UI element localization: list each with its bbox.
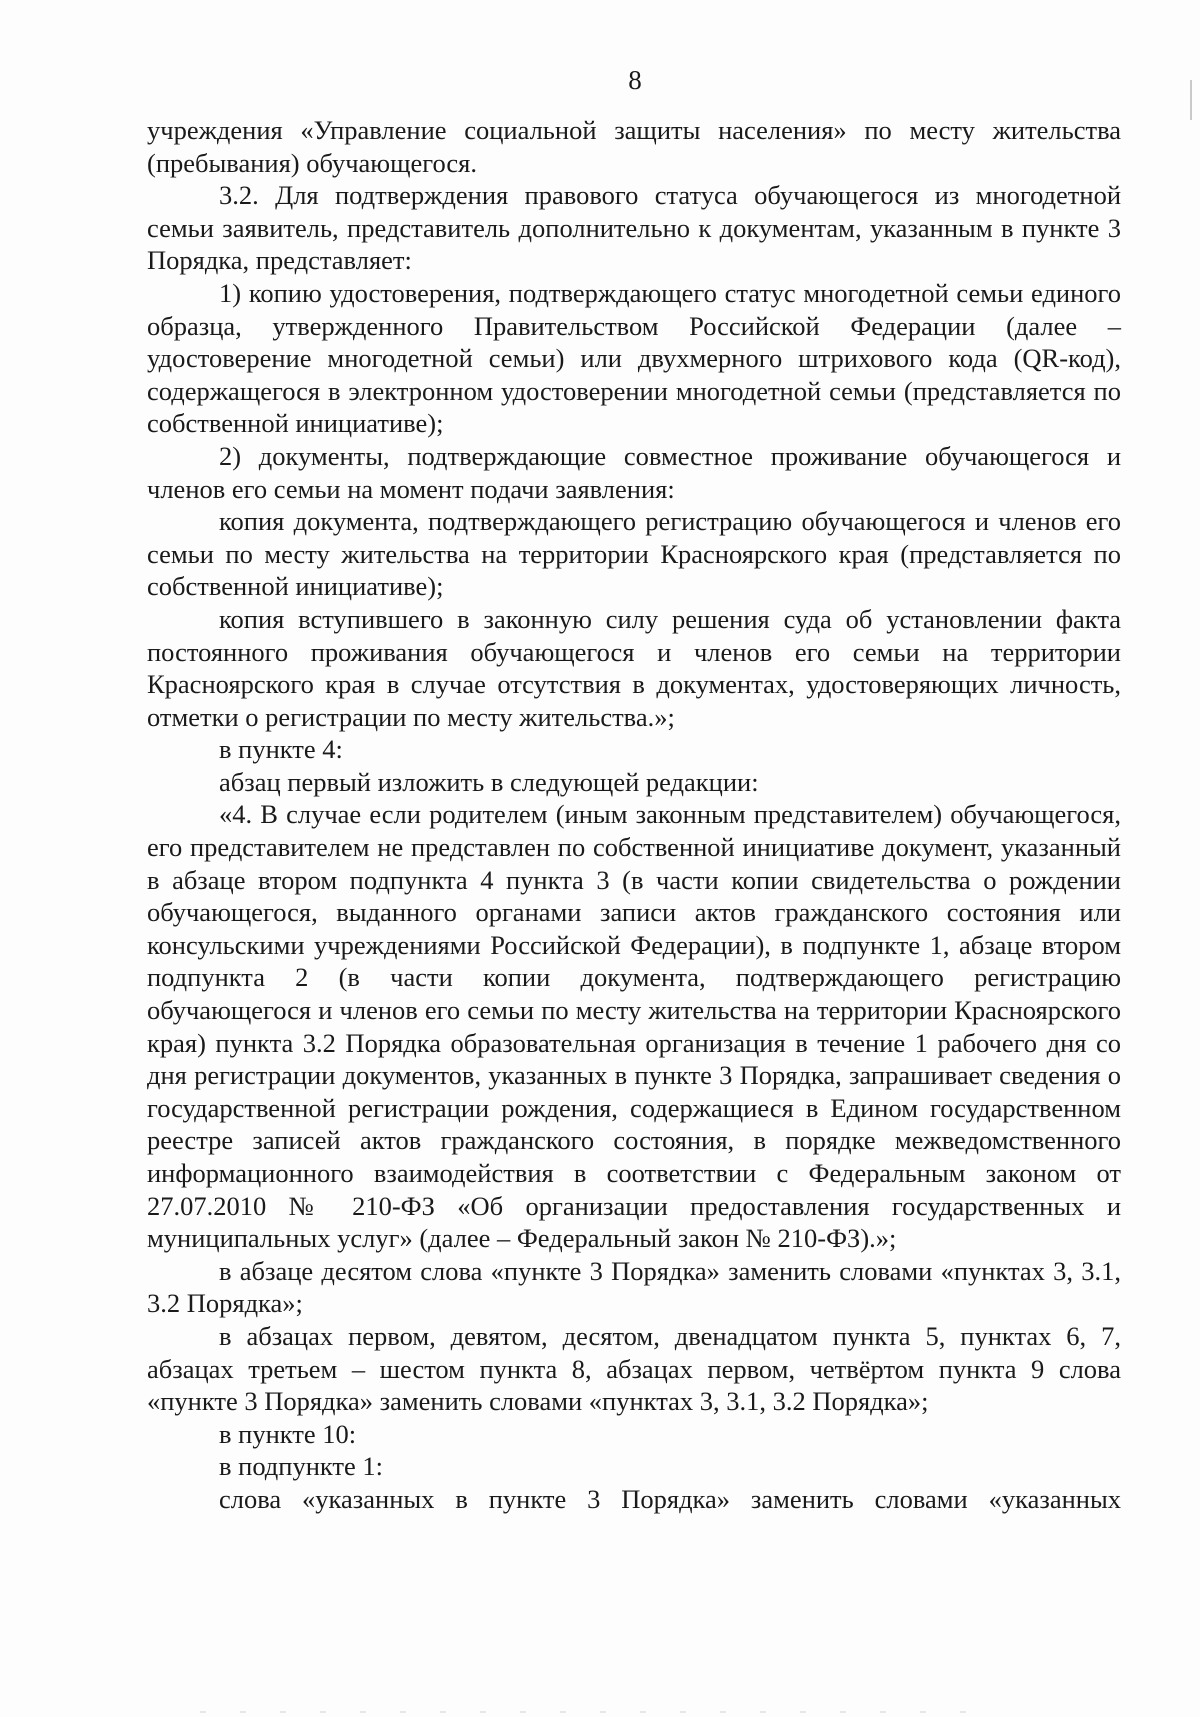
paragraph-7: в пункте 4: (219, 734, 343, 765)
paragraph-14: слова «указанных в пункте 3 Порядка» заменить словами «указанных (219, 1483, 1121, 1514)
paragraph-12: в пункте 10: (219, 1418, 357, 1449)
paragraph-13: в подпункте 1: (219, 1451, 384, 1482)
paragraph-6: копия вступившего в законную силу решения суда об установлении факта постоянного проживания обучающегося и членов его семьи на территории Красноярского края в случае отсутствия в документах, удостоверяющих личность, отметки о регистрации по месту жительства.»; (147, 603, 1121, 732)
paragraph-3: 1) копию удостоверения, подтверждающего статус многодетной семьи единого образца, утвержденного Правительством Российской Федерации (далее – удостоверение многодетной семьи) или двухмерного штрихового кода (QR-код), содержащегося в электронном удостоверении многодетной семьи (представляется по собственной инициативе); (147, 277, 1121, 439)
paragraph-11: в абзацах первом, девятом, десятом, двенадцатом пункта 5, пунктах 6, 7, абзацах третьем – шестом пункта 8, абзацах первом, четвёртом пункта 9 слова «пункте 3 Порядка» заменить словами «пунктах 3, 3.1, 3.2 Порядка»; (147, 1320, 1121, 1417)
paragraph-1: учреждения «Управление социальной защиты населения» по месту жительства (пребывания) обучающегося. (147, 115, 1121, 178)
page-number: 8 (628, 65, 642, 95)
paragraph-10: в абзаце десятом слова «пункте 3 Порядка» заменить словами «пунктах 3, 3.1, 3.2 Порядка»; (147, 1255, 1121, 1319)
paragraph-9: «4. В случае если родителем (иным законным представителем) обучающегося, его представителем не представлен по собственной инициативе документ, указанный в абзаце втором подпункта 4 пункта 3 (в части копии свидетельства о рождении обучающегося, выданного органами записи актов гражданского состояния или консульскими учреждениями Российской Федерации), в подпункте 1, абзаце втором подпункта 2 (в части копии документа, подтверждающего регистрацию обучающегося и членов его семьи по месту жительства на территории Красноярского края) пункта 3.2 Порядка образовательная организация в течение 1 рабочего дня со дня регистрации документов, указанных в пункте 3 Порядка, запрашивает сведения о государственной регистрации рождения, содержащиеся в Едином государственном реестре записей актов гражданского состояния, в порядке межведомственного информационного взаимодействия в соответствии с Федеральным законом от 27.07.2010 № 210-ФЗ «Об организации предоставления государственных и муниципальных услуг» (далее – Федеральный закон № 210-ФЗ).»; (147, 799, 1121, 1254)
paragraph-4: 2) документы, подтверждающие совместное проживание обучающегося и членов его семьи на момент подачи заявления: (147, 440, 1121, 504)
document-body (147, 114, 1121, 1516)
scan-bottom-artifacts (200, 1711, 1000, 1713)
paragraph-5: копия документа, подтверждающего регистрацию обучающегося и членов его семьи по месту жительства на территории Красноярского края (представляется по собственной инициативе); (147, 506, 1121, 602)
paragraph-8: абзац первый изложить в следующей редакции: (219, 766, 759, 797)
paragraph-2: 3.2. Для подтверждения правового статуса обучающегося из многодетной семьи заявитель, представитель дополнительно к документам, указанным в пункте 3 Порядка, представляет: (147, 180, 1121, 276)
